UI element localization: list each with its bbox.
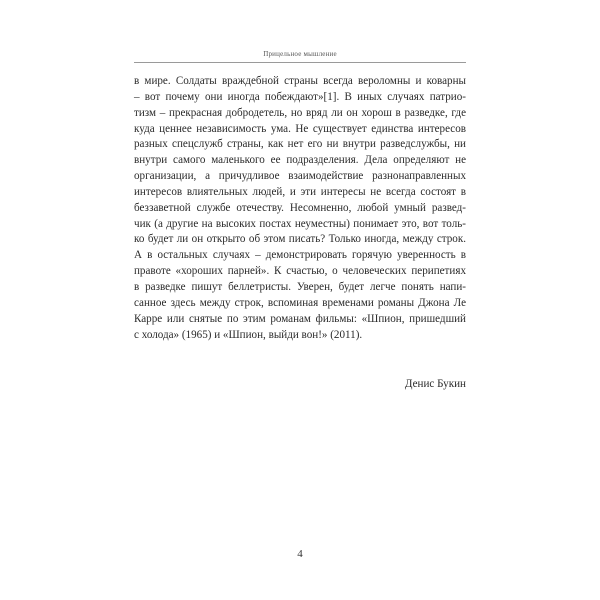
text-line: ко будет ли он открыто об этом писать? Только иногда, между строк. bbox=[134, 233, 466, 246]
text-line: чик (а другие на высоких постах неуместны) понимает это, вот толь- bbox=[134, 217, 466, 230]
page-number: 4 bbox=[297, 548, 303, 560]
header-divider bbox=[134, 62, 466, 63]
text-line: интересов влиятельных людей, и эти интересы не всегда состоят в bbox=[134, 185, 466, 198]
text-line: санное здесь между строк, вспоминая временами романы Джона Ле bbox=[134, 296, 466, 309]
text-line: беззаветной службе отечеству. Несомненно, любой умный развед- bbox=[134, 201, 466, 214]
text-line: тизм – прекрасная добродетель, но вряд ли он хорош в разведке, где bbox=[134, 106, 466, 119]
text-line: организации, а причудливое взаимодействие разнонаправленных bbox=[134, 170, 466, 183]
body-paragraph bbox=[134, 74, 466, 343]
running-header: Прицельное мышление bbox=[263, 50, 337, 58]
text-line: куда ценнее независимость ума. Не существует единства интересов bbox=[134, 122, 466, 135]
text-line: в разведке пишут беллетристы. Уверен, будет легче понять напи- bbox=[134, 280, 466, 293]
text-line: А в остальных случаях – демонстрировать горячую уверенность в bbox=[134, 249, 466, 262]
text-line: с холода» (1965) и «Шпион, выйди вон!» (2011). bbox=[134, 328, 363, 341]
text-line: Карре или снятые по этим романам фильмы: «Шпион, пришедший bbox=[134, 312, 466, 325]
text-line: в мире. Солдаты враждебной страны всегда вероломны и коварны bbox=[134, 75, 466, 87]
text-line: разных спецслужб страны, как нет его ни внутри разведслужбы, ни bbox=[134, 138, 466, 151]
text-line: – вот почему они иногда побеждают»[1]. В иных случаях патрио- bbox=[134, 90, 466, 103]
text-line: правоте «хороших парней». К счастью, о человеческих перипетиях bbox=[134, 265, 466, 278]
author-signature: Денис Букин bbox=[404, 378, 466, 390]
text-line: внутри самого маленького ее подразделения. Дела определяют не bbox=[134, 154, 466, 167]
